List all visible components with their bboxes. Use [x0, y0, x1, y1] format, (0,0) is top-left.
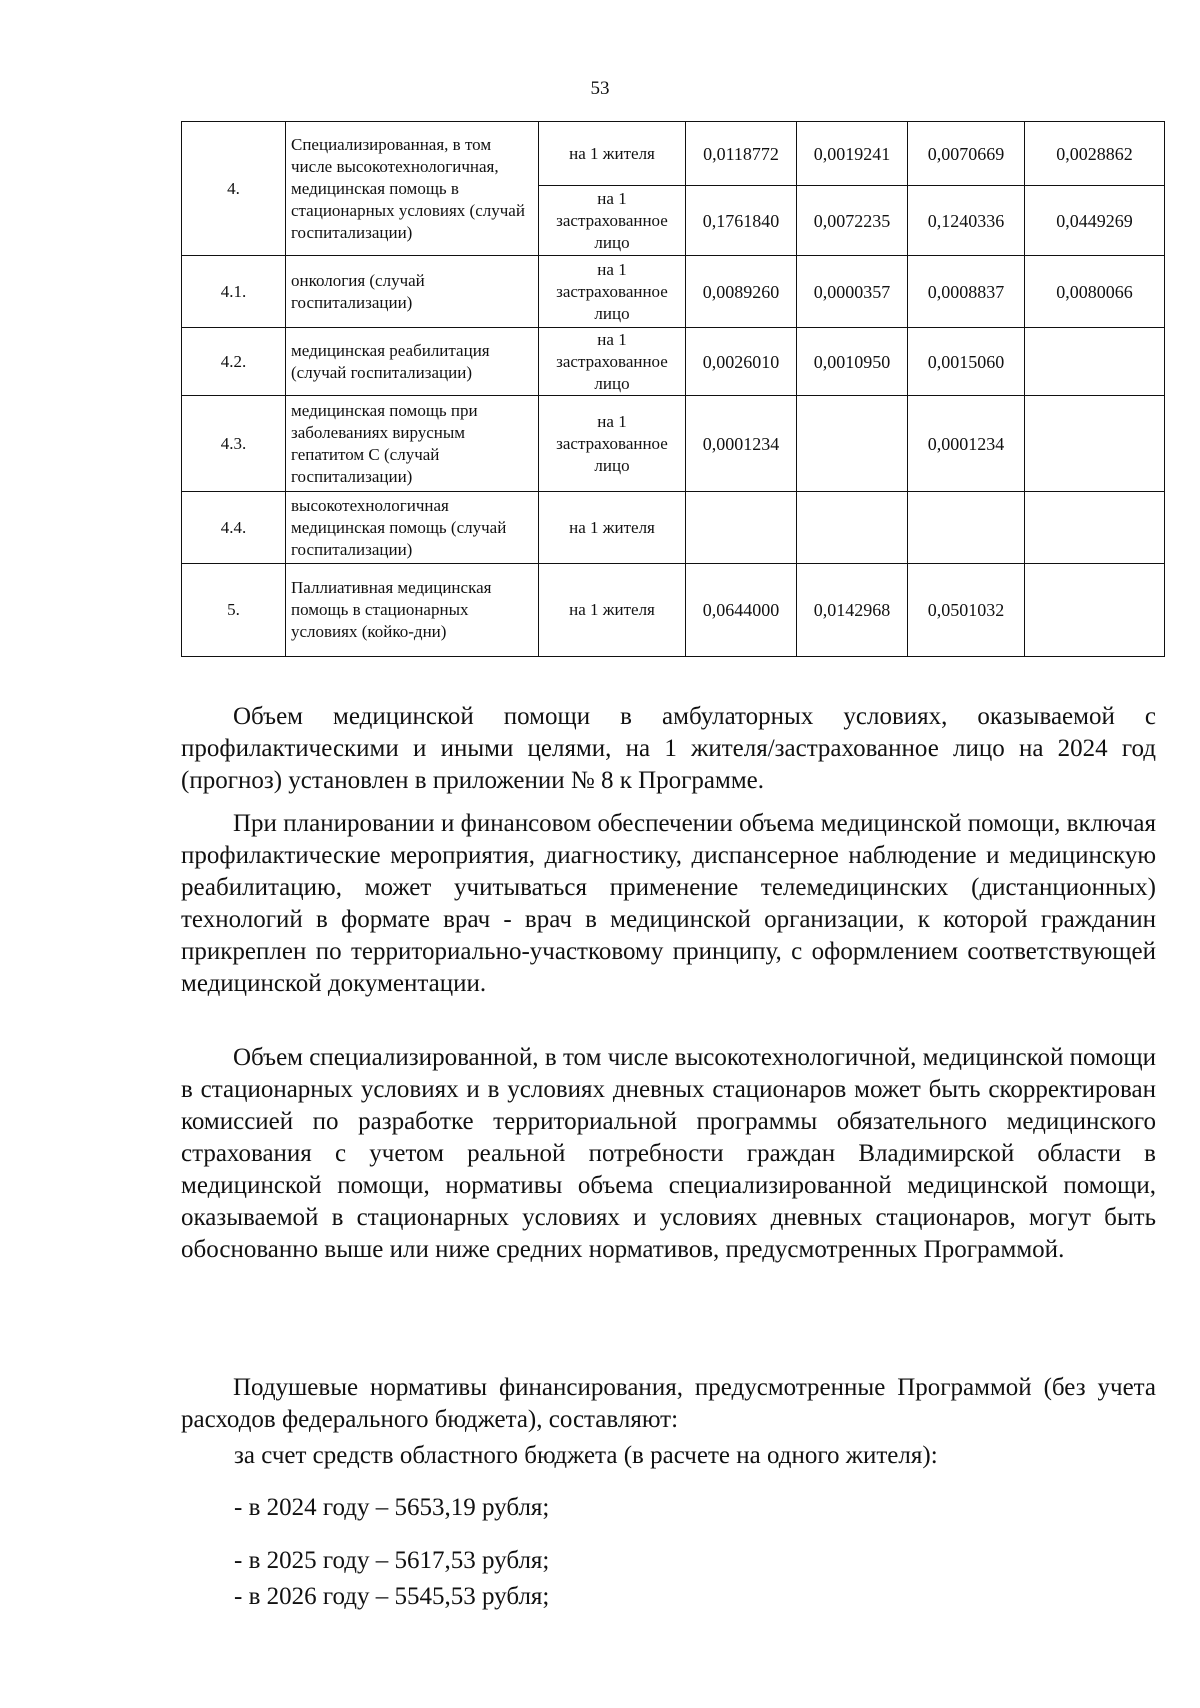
row-name: Паллиативная медицинская помощь в стационарных условиях (койко-дни) [286, 564, 539, 657]
paragraph-per-capita-norms: Подушевые нормативы финансирования, предусмотренные Программой (без учета расходов федерального бюджета), составляют: [181, 1374, 1156, 1433]
row-value: 0,0000357 [797, 256, 908, 328]
paragraph-telemedicine: При планировании и финансовом обеспечении объема медицинской помощи, включая профилактические мероприятия, диагностику, диспансерное наблюдение и медицинскую реабилитацию, может учитываться применение телемедицинских (дистанционных) технологий в формате врач - врач в медицинской организации, к которой гражданин прикреплен по территориально-участковому принципу, с оформлением соответствующей медицинской документации. [181, 810, 1156, 997]
page-number: 53 [590, 78, 610, 99]
table-row [182, 492, 1165, 564]
row-unit: на 1 застрахованное лицо [539, 256, 686, 328]
paragraph-specialized-volume: Объем специализированной, в том числе высокотехнологичной, медицинской помощи в стационарных условиях и в условиях дневных стационаров может быть скорректирован комиссией по разработке территориальной программы обязательного медицинского страхования с учетом реальной потребности граждан Владимирской области в медицинской помощи, нормативы объема специализированной медицинской помощи, оказываемой в стационарных условиях и условиях дневных стационаров, могут быть обоснованно выше или ниже средних нормативов, предусмотренных Программой. [181, 1044, 1156, 1263]
row-value [1025, 564, 1165, 657]
row-name: медицинская помощь при заболеваниях вирусным гепатитом С (случай госпитализации) [286, 396, 539, 492]
budget-intro: за счет средств областного бюджета (в расчете на одного жителя): [234, 1442, 938, 1469]
row-name: высокотехнологичная медицинская помощь (случай госпитализации) [286, 492, 539, 564]
list-item: - в 2024 году – 5653,19 рубля; [234, 1494, 550, 1521]
row-value [1025, 328, 1165, 396]
table-row [182, 564, 1165, 657]
row-value: 0,0072235 [797, 186, 908, 256]
table-row [182, 396, 1165, 492]
row-unit: на 1 застрахованное лицо [539, 396, 686, 492]
row-value [1025, 492, 1165, 564]
row-name: Специализированная, в том числе высокотехнологичная, медицинская помощь в стационарных условиях (случай госпитализации) [286, 122, 539, 256]
row-value [797, 396, 908, 492]
row-value: 0,0142968 [797, 564, 908, 657]
row-number: 4.2. [182, 328, 286, 396]
row-unit: на 1 застрахованное лицо [539, 186, 686, 256]
row-value: 0,0001234 [686, 396, 797, 492]
row-value: 0,0449269 [1025, 186, 1165, 256]
row-value: 0,1761840 [686, 186, 797, 256]
row-value: 0,0001234 [908, 396, 1025, 492]
row-value: 0,0501032 [908, 564, 1025, 657]
row-value: 0,0010950 [797, 328, 908, 396]
row-value [686, 492, 797, 564]
row-unit: на 1 жителя [539, 564, 686, 657]
row-value: 0,0070669 [908, 122, 1025, 186]
row-value: 0,0019241 [797, 122, 908, 186]
row-value: 0,1240336 [908, 186, 1025, 256]
row-value: 0,0644000 [686, 564, 797, 657]
row-value: 0,0080066 [1025, 256, 1165, 328]
table-row [182, 328, 1165, 396]
row-number: 4.4. [182, 492, 286, 564]
table-row [182, 122, 1165, 186]
norms-table [181, 121, 1165, 657]
row-value: 0,0026010 [686, 328, 797, 396]
list-item: - в 2026 году – 5545,53 рубля; [234, 1583, 550, 1610]
row-name: медицинская реабилитация (случай госпитализации) [286, 328, 539, 396]
row-value [908, 492, 1025, 564]
row-unit: на 1 жителя [539, 122, 686, 186]
row-value [797, 492, 908, 564]
row-number: 5. [182, 564, 286, 657]
row-value: 0,0008837 [908, 256, 1025, 328]
row-value: 0,0015060 [908, 328, 1025, 396]
row-number: 4.3. [182, 396, 286, 492]
row-name: онкология (случай госпитализации) [286, 256, 539, 328]
row-value: 0,0118772 [686, 122, 797, 186]
row-value: 0,0089260 [686, 256, 797, 328]
table-row [182, 256, 1165, 328]
row-number: 4. [182, 122, 286, 256]
row-unit: на 1 застрахованное лицо [539, 328, 686, 396]
list-item: - в 2025 году – 5617,53 рубля; [234, 1547, 550, 1574]
row-value: 0,0028862 [1025, 122, 1165, 186]
row-unit: на 1 жителя [539, 492, 686, 564]
row-value [1025, 396, 1165, 492]
paragraph-outpatient-volume: Объем медицинской помощи в амбулаторных условиях, оказываемой с профилактическими и иными целями, на 1 жителя/застрахованное лицо на 2024 год (прогноз) установлен в приложении № 8 к Программе. [181, 703, 1156, 794]
row-number: 4.1. [182, 256, 286, 328]
